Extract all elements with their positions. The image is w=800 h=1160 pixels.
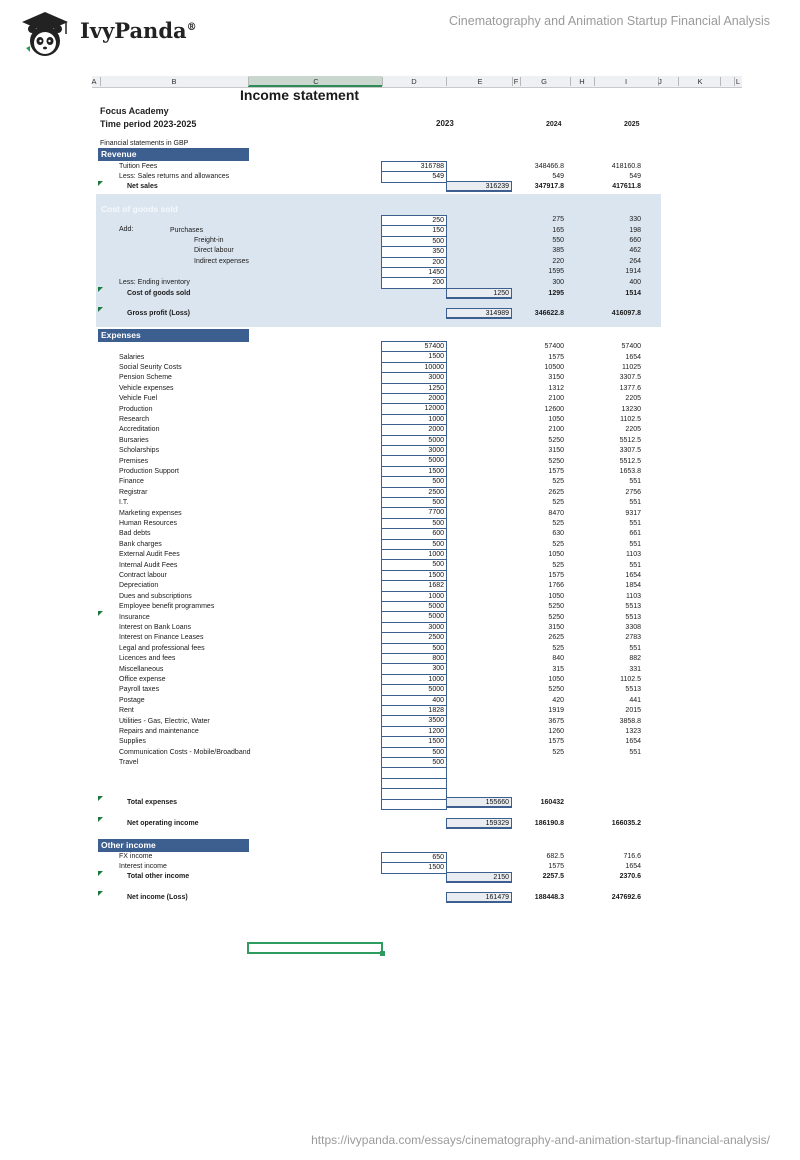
input-cell[interactable]: 1500	[428, 864, 444, 872]
input-cell[interactable]: 5000	[382, 612, 446, 622]
value-cell: 1323	[625, 727, 641, 735]
row-label: Vehicle expenses	[119, 384, 174, 392]
input-cell[interactable]: 1000	[382, 592, 446, 602]
value-cell: 525	[552, 478, 564, 486]
row-label: Tuition Fees	[119, 163, 158, 170]
row-label: Office expense	[119, 675, 166, 683]
row-label: Employee benefit programmes	[119, 603, 215, 611]
row-label: Less: Ending inventory	[119, 279, 190, 286]
error-indicator-icon	[98, 611, 103, 616]
value-cell: 525	[552, 540, 564, 548]
input-cell[interactable]: 5000	[382, 436, 446, 446]
row-label: Freight-in	[194, 237, 224, 244]
error-indicator-icon	[98, 181, 103, 186]
value-cell: 1654	[625, 738, 641, 746]
value-cell: 3307.5	[619, 374, 641, 382]
input-cell[interactable]: 500	[382, 644, 446, 654]
row-label: Insurance	[119, 613, 150, 621]
value-cell: 630	[552, 530, 564, 538]
input-cell[interactable]: 1000	[382, 550, 446, 560]
net-operating-total[interactable]: 159329	[446, 818, 512, 829]
row-label: Internal Audit Fees	[119, 561, 178, 569]
cogs-input-box	[381, 215, 447, 289]
value-cell: 1050	[548, 592, 564, 600]
row-label: Postage	[119, 696, 145, 704]
input-cell[interactable]: 500	[382, 748, 446, 758]
value-cell: 165	[552, 227, 564, 234]
input-cell[interactable]: 1450	[382, 268, 446, 278]
value-cell: 661	[629, 530, 641, 538]
value-cell: 5250	[548, 457, 564, 465]
input-cell[interactable]: 3000	[382, 623, 446, 633]
value-cell: 264	[629, 258, 641, 265]
value-cell: 549	[552, 173, 564, 180]
value-cell: 1575	[548, 863, 564, 871]
value-cell: 300	[552, 279, 564, 286]
source-url[interactable]: https://ivypanda.com/essays/cinematography-and-animation-startup-financial-analysis/	[311, 1133, 770, 1147]
cogs-add-label: Add:	[119, 226, 134, 233]
value-cell: 5250	[548, 603, 564, 611]
net-income-total[interactable]: 161479	[446, 892, 512, 903]
input-cell[interactable]: 500	[382, 560, 446, 570]
value-cell: 1914	[625, 268, 641, 275]
value-cell: 5513	[625, 613, 641, 621]
value-cell: 331	[629, 665, 641, 673]
input-cell[interactable]: 5000	[382, 456, 446, 466]
row-label: Research	[119, 415, 149, 423]
input-cell[interactable]: 10000	[382, 363, 446, 373]
row-label: Licences and fees	[119, 655, 176, 663]
input-cell[interactable]: 250	[382, 216, 446, 226]
value-cell: 1103	[625, 592, 641, 600]
value-cell: 400	[629, 279, 641, 286]
value-cell: 3307.5	[619, 447, 641, 455]
year-2025: 2025	[624, 121, 640, 128]
value-cell: 5250	[548, 436, 564, 444]
row-label: Supplies	[119, 738, 146, 746]
input-cell[interactable]: 1500	[382, 352, 446, 362]
input-cell[interactable]: 350	[382, 247, 446, 257]
input-cell[interactable]	[382, 789, 446, 799]
row-label: Payroll taxes	[119, 686, 160, 694]
value-cell: 1654	[625, 571, 641, 579]
fill-handle[interactable]	[380, 951, 385, 956]
row-label: Repairs and maintenance	[119, 727, 199, 735]
input-cell[interactable]: 12000	[382, 404, 446, 414]
value-cell: 330	[629, 216, 641, 223]
input-cell[interactable]: 500	[382, 477, 446, 487]
value-cell: 275	[552, 216, 564, 223]
input-cell[interactable]: 1000	[382, 675, 446, 685]
value-cell: 2625	[548, 634, 564, 642]
input-cell[interactable]: 2000	[382, 394, 446, 404]
input-cell[interactable]: 316788	[382, 162, 446, 172]
company-name: Focus Academy	[100, 106, 169, 116]
value-cell: 1514	[625, 290, 641, 297]
row-label: Human Resources	[119, 519, 177, 527]
cogs-total-label: Cost of goods sold	[127, 290, 191, 297]
value-cell: 1653.8	[619, 467, 641, 475]
value-cell: 247692.6	[611, 894, 641, 901]
input-cell[interactable]: 2500	[382, 488, 446, 498]
input-cell[interactable]	[382, 800, 446, 810]
value-cell: 5512.5	[619, 436, 641, 444]
value-cell: 2783	[625, 634, 641, 642]
value-cell: 525	[552, 561, 564, 569]
value-cell: 551	[629, 499, 641, 507]
value-cell: 1766	[548, 582, 564, 590]
value-cell: 347917.8	[534, 183, 564, 190]
value-cell: 525	[552, 748, 564, 756]
row-label: Premises	[119, 457, 149, 465]
value-cell: 417611.8	[612, 183, 641, 190]
input-cell[interactable]: 7700	[382, 508, 446, 518]
value-cell: 441	[629, 696, 641, 704]
value-cell: 1575	[548, 467, 564, 475]
error-indicator-icon	[98, 817, 103, 822]
value-cell: 551	[629, 561, 641, 569]
value-cell: 682.5	[546, 853, 564, 860]
value-cell: 2205	[625, 426, 641, 434]
value-cell: 525	[552, 499, 564, 507]
value-cell: 5250	[548, 686, 564, 694]
value-cell: 13230	[621, 405, 641, 413]
value-cell: 8470	[548, 509, 564, 517]
input-cell[interactable]: 2000	[382, 425, 446, 435]
input-cell[interactable]: 800	[382, 654, 446, 664]
value-cell: 416097.8	[611, 310, 641, 317]
revenue-heading: Revenue	[98, 148, 249, 161]
row-label: Rent	[119, 707, 134, 715]
error-indicator-icon	[98, 871, 103, 876]
column-letter[interactable]: J	[658, 77, 662, 86]
value-cell: 1654	[625, 863, 641, 871]
row-label: Social Seurity Costs	[119, 363, 182, 371]
input-cell[interactable]: 3000	[382, 373, 446, 383]
value-cell: 1654	[625, 353, 641, 361]
input-cell[interactable]: 200	[382, 258, 446, 268]
value-cell: 551	[629, 478, 641, 486]
column-header-bar	[92, 76, 742, 88]
value-cell: 418160.8	[611, 163, 641, 170]
column-letter[interactable]: C	[313, 77, 319, 86]
total-other-income[interactable]: 2150	[446, 872, 512, 883]
input-cell[interactable]: 1500	[382, 737, 446, 747]
value-cell: 1103	[625, 551, 641, 559]
input-cell[interactable]: 3000	[382, 446, 446, 456]
value-cell: 2015	[625, 707, 641, 715]
row-label: I.T.	[119, 499, 129, 507]
value-cell: 2100	[548, 395, 564, 403]
row-label: Production	[119, 405, 153, 413]
year-2023: 2023	[436, 119, 454, 128]
input-cell[interactable]: 400	[382, 696, 446, 706]
input-cell[interactable]: 500	[382, 519, 446, 529]
input-cell[interactable]: 200	[432, 279, 444, 287]
value-cell: 3675	[548, 717, 564, 725]
value-cell: 1312	[548, 384, 564, 392]
row-label: Vehicle Fuel	[119, 395, 158, 403]
value-cell: 1050	[548, 551, 564, 559]
input-cell[interactable]: 2500	[382, 633, 446, 643]
document-title: Cinematography and Animation Startup Financial Analysis	[448, 14, 770, 28]
row-label: Utilities - Gas, Electric, Water	[119, 717, 210, 725]
input-cell[interactable]: 300	[382, 664, 446, 674]
input-cell[interactable]: 1500	[382, 571, 446, 581]
total-expenses[interactable]: 155660	[446, 797, 512, 808]
row-label: Travel	[119, 759, 139, 767]
value-cell: 1595	[548, 268, 564, 275]
value-cell: 348466.8	[534, 163, 564, 170]
value-cell: 525	[552, 644, 564, 652]
value-cell: 2257.5	[542, 873, 564, 880]
value-cell: 840	[552, 655, 564, 663]
net-operating-label: Net operating income	[127, 820, 199, 827]
net-sales-label: Net sales	[127, 183, 158, 190]
row-label: Marketing expenses	[119, 509, 182, 517]
value-cell: 716.6	[623, 853, 641, 860]
input-cell[interactable]: 1828	[382, 706, 446, 716]
column-letter[interactable]: I	[624, 77, 628, 86]
selected-cell[interactable]	[247, 942, 383, 954]
value-cell: 315	[552, 665, 564, 673]
column-letter[interactable]: E	[477, 77, 483, 86]
value-cell: 5250	[548, 613, 564, 621]
value-cell: 3150	[548, 374, 564, 382]
value-cell: 166035.2	[611, 820, 641, 827]
value-cell: 420	[552, 696, 564, 704]
value-cell: 2625	[548, 488, 564, 496]
value-cell: 346622.8	[534, 310, 564, 317]
value-cell: 57400	[544, 343, 564, 350]
input-cell[interactable]	[382, 779, 446, 789]
value-cell: 1854	[625, 582, 641, 590]
input-cell[interactable]: 1250	[382, 384, 446, 394]
row-label: FX income	[119, 853, 153, 860]
value-cell: 1575	[548, 571, 564, 579]
row-label: Contract labour	[119, 571, 167, 579]
value-cell: 1260	[548, 727, 564, 735]
input-cell[interactable]: 1200	[382, 727, 446, 737]
value-cell: 462	[629, 247, 641, 254]
column-letter[interactable]: F	[513, 77, 519, 86]
input-cell[interactable]: 1500	[382, 467, 446, 477]
value-cell: 5513	[625, 686, 641, 694]
row-label: Dues and subscriptions	[119, 592, 192, 600]
year-2024: 2024	[546, 121, 562, 128]
column-letter[interactable]: L	[735, 77, 741, 86]
row-label: Salaries	[119, 353, 145, 361]
column-letter[interactable]: K	[697, 77, 703, 86]
column-letter[interactable]: D	[411, 77, 417, 86]
input-cell[interactable]: 650	[382, 853, 446, 863]
value-cell: 57400	[621, 343, 641, 350]
value-cell: 1295	[548, 290, 564, 297]
total-other-income-label: Total other income	[127, 873, 190, 880]
value-cell: 1377.6	[619, 384, 641, 392]
value-cell: 1575	[548, 353, 564, 361]
error-indicator-icon	[98, 796, 103, 801]
row-label: Legal and professional fees	[119, 644, 205, 652]
row-label: Miscellaneous	[119, 665, 164, 673]
time-period: Time period 2023-2025	[100, 119, 197, 129]
expenses-input-box	[381, 341, 447, 810]
net-sales-total[interactable]: 316239	[446, 181, 512, 192]
row-label: Interest on Bank Loans	[119, 623, 191, 631]
error-indicator-icon	[98, 307, 103, 312]
input-cell[interactable]: 500	[382, 498, 446, 508]
sheet-title: Income statement	[240, 87, 360, 103]
gross-profit-total[interactable]: 314989	[446, 308, 512, 319]
input-cell[interactable]: 1000	[382, 415, 446, 425]
value-cell: 3150	[548, 447, 564, 455]
other-income-heading: Other income	[98, 839, 249, 852]
input-cell[interactable]: 500	[382, 540, 446, 550]
input-cell[interactable]: 600	[382, 529, 446, 539]
row-label: Less: Sales returns and allowances	[119, 173, 230, 180]
value-cell: 1102.5	[620, 415, 641, 423]
row-label: Purchases	[170, 227, 204, 234]
row-label: Communication Costs - Mobile/Broadband	[119, 748, 251, 756]
row-label: Accreditation	[119, 426, 160, 434]
input-cell[interactable]: 150	[382, 226, 446, 236]
cogs-heading: Cost of goods sold	[101, 204, 178, 214]
value-cell: 11025	[622, 363, 641, 371]
input-cell[interactable]: 1682	[382, 581, 446, 591]
value-cell: 9317	[625, 509, 641, 517]
row-label: Indirect expenses	[194, 258, 249, 265]
value-cell: 160432	[540, 799, 564, 806]
value-cell: 882	[629, 655, 641, 663]
row-label: Bursaries	[119, 436, 149, 444]
value-cell: 1102.5	[620, 675, 641, 683]
value-cell: 551	[629, 748, 641, 756]
value-cell: 551	[629, 540, 641, 548]
expenses-heading: Expenses	[98, 329, 249, 342]
currency-note: Financial statements in GBP	[100, 140, 189, 147]
input-cell[interactable]: 5000	[382, 685, 446, 695]
row-label: Registrar	[119, 488, 148, 496]
row-label: Direct labour	[194, 247, 234, 254]
input-cell[interactable]: 57400	[382, 342, 446, 352]
value-cell: 3150	[548, 623, 564, 631]
value-cell: 3858.8	[619, 717, 641, 725]
value-cell: 2100	[548, 426, 564, 434]
other-income-input-box	[381, 852, 447, 874]
input-cell[interactable]: 3500	[382, 716, 446, 726]
value-cell: 5513	[625, 603, 641, 611]
row-label: Scholarships	[119, 447, 160, 455]
row-label: External Audit Fees	[119, 551, 180, 559]
gross-profit-label: Gross profit (Loss)	[127, 310, 191, 317]
value-cell: 385	[552, 247, 564, 254]
row-label: Depreciation	[119, 582, 159, 590]
value-cell: 1919	[548, 707, 564, 715]
column-letter[interactable]: A	[91, 77, 97, 86]
cogs-total[interactable]: 1250	[446, 288, 512, 299]
value-cell: 186190.8	[534, 820, 564, 827]
value-cell: 550	[552, 237, 564, 244]
row-label: Interest income	[119, 863, 167, 871]
value-cell: 5512.5	[619, 457, 641, 465]
value-cell: 1050	[548, 675, 564, 683]
row-label: Pension Scheme	[119, 374, 172, 382]
value-cell: 188448.3	[534, 894, 564, 901]
input-cell[interactable]: 549	[432, 173, 444, 181]
value-cell: 2205	[625, 395, 641, 403]
column-letter[interactable]: B	[171, 77, 177, 86]
value-cell: 2756	[625, 488, 641, 496]
error-indicator-icon	[98, 287, 103, 292]
value-cell: 1575	[548, 738, 564, 746]
row-label: Finance	[119, 478, 144, 486]
input-cell[interactable]: 500	[382, 237, 446, 247]
row-label: Bank charges	[119, 540, 162, 548]
value-cell: 2370.6	[619, 873, 641, 880]
value-cell: 220	[552, 258, 564, 265]
input-cell[interactable]: 500	[382, 758, 446, 768]
revenue-input-box	[381, 161, 447, 183]
value-cell: 549	[629, 173, 641, 180]
value-cell: 3308	[625, 623, 641, 631]
brand-name[interactable]: IvyPanda®	[80, 18, 197, 43]
row-label: Interest on Finance Leases	[119, 634, 204, 642]
net-income-label: Net income (Loss)	[127, 894, 188, 901]
value-cell: 660	[629, 237, 641, 244]
value-cell: 551	[629, 519, 641, 527]
column-letter[interactable]: H	[579, 77, 585, 86]
value-cell: 10500	[544, 363, 564, 371]
error-indicator-icon	[98, 891, 103, 896]
input-cell[interactable]	[382, 768, 446, 778]
value-cell: 12600	[544, 405, 564, 413]
value-cell: 198	[629, 227, 641, 234]
row-label: Bad debts	[119, 530, 151, 538]
value-cell: 551	[629, 644, 641, 652]
value-cell: 525	[552, 519, 564, 527]
value-cell: 1050	[548, 415, 564, 423]
column-letter[interactable]: G	[541, 77, 547, 86]
total-expenses-label: Total expenses	[127, 799, 178, 806]
row-label: Production Support	[119, 467, 179, 475]
input-cell[interactable]: 5000	[382, 602, 446, 612]
